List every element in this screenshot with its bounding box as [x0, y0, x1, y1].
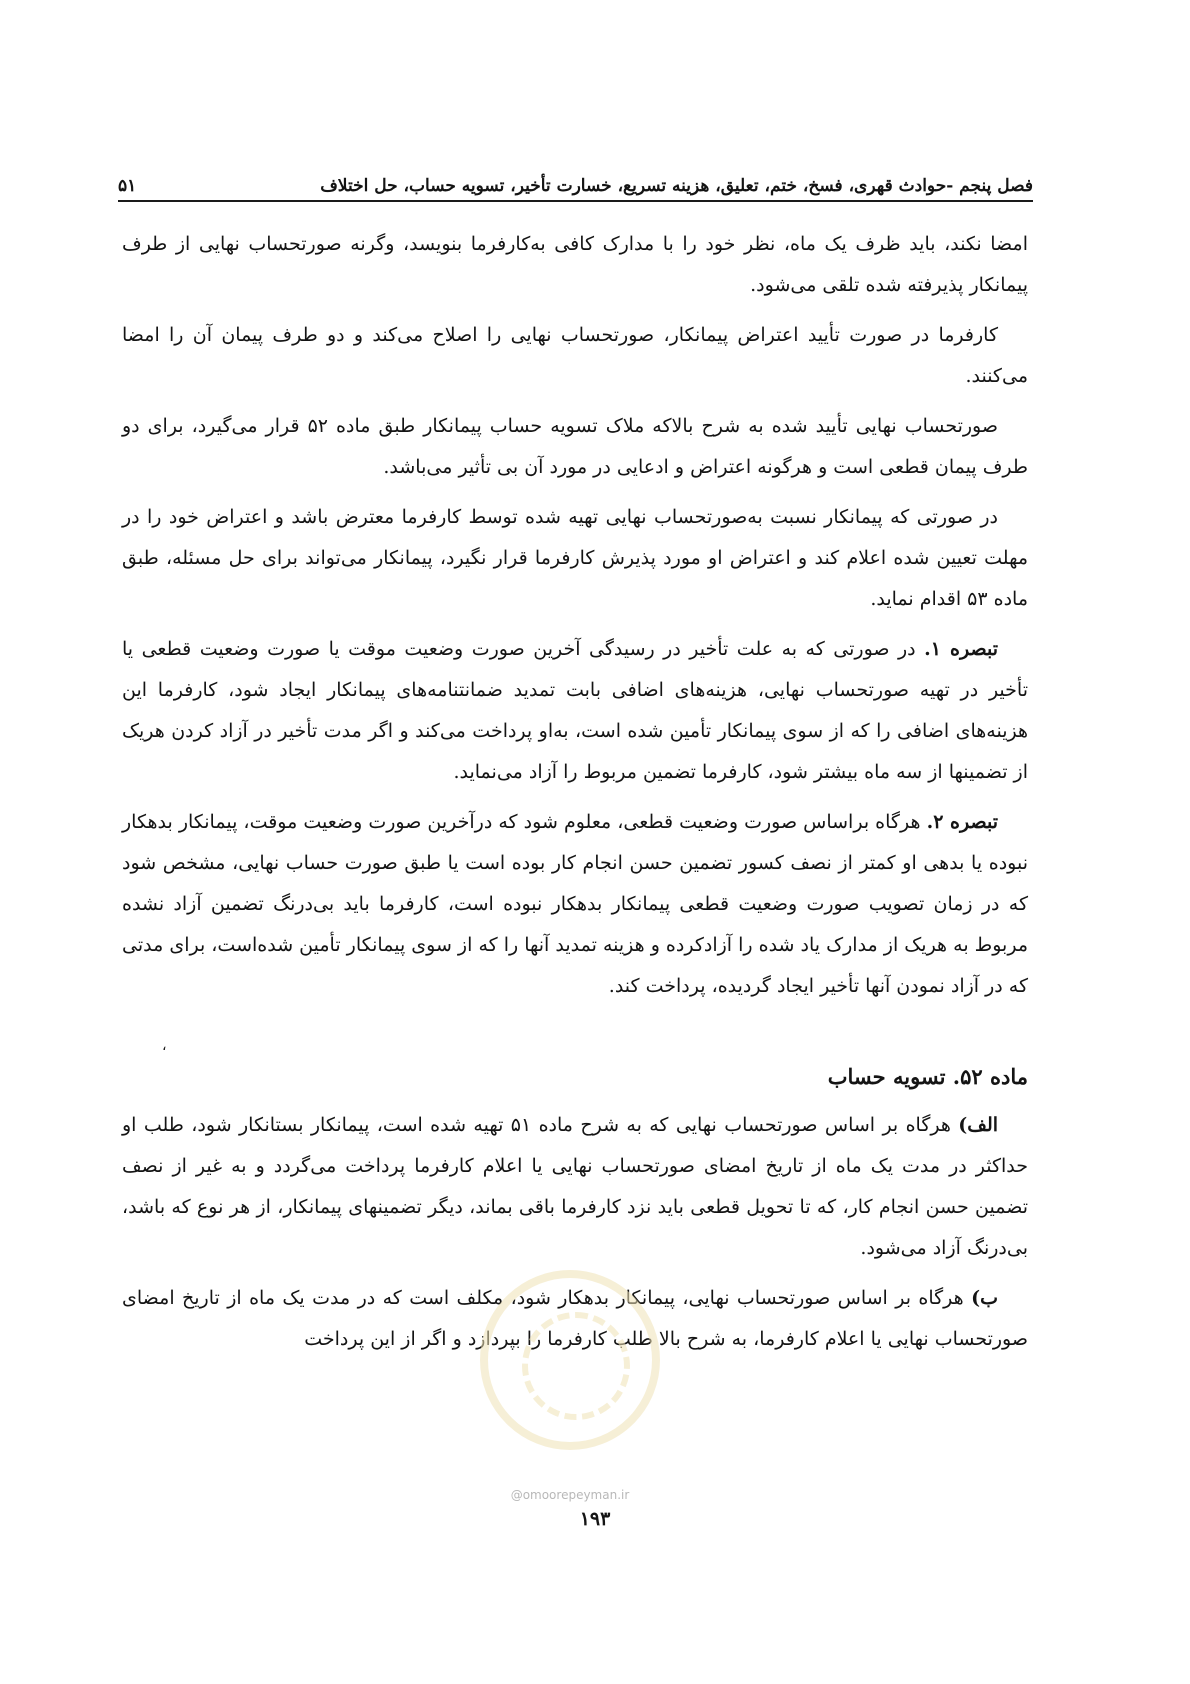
note-2	[122, 802, 1028, 1007]
watermark-text: @omoorepeyman.ir	[510, 1488, 630, 1502]
note-1	[122, 629, 1028, 793]
clause-b-text: هرگاه بر اساس صورتحساب نهایی، پیمانکار بدهکار شود، مکلف است که در مدت یک ماه از تاریخ امضای صورتحساب نهایی یا اعلام کارفرما، به شرح بالا طلب کارفرما را بپردازد و اگر از این پرداخت	[122, 1287, 1028, 1350]
note-2-text: هرگاه براساس صورت وضعیت قطعی، معلوم شود که درآخرین صورت وضعیت موقت، پیمانکار بدهکار نبوده یا بدهی او کمتر از نصف کسور تضمین حسن انجام کار بوده است یا طبق صورت حساب نهایی، مشخص شود که در زمان تصویب صورت وضعیت قطعی پیمانکار بدهکار نبوده است، کارفرما باید بی‌درنگ تضمین آزاد نشده مربوط به هریک از مدارک یاد شده را آزادکرده و هزینه تمدید آنها را که از سوی پیمانکار تأمین شده‌است، برای مدتی که در آزاد نمودن آنها تأخیر ایجاد گردیده، پرداخت کند.	[122, 811, 1028, 997]
stray-mark	[122, 1016, 1028, 1056]
running-header	[118, 160, 1033, 196]
stray-mark-glyph: ،	[162, 1038, 167, 1054]
watermark-logo	[480, 1270, 660, 1450]
page-number: ۱۹۳	[579, 1508, 611, 1530]
paragraph: در صورتی که پیمانکار نسبت به‌صورتحساب نهایی تهیه شده توسط کارفرما معترض باشد و اعتراض خود را در مهلت تعیین شده اعلام کند و اعتراض او مورد پذیرش کارفرما قرار نگیرد، پیمانکار می‌تواند برای حل مسئله، طبق ماده ۵۳ اقدام نماید.	[122, 506, 1028, 610]
header-page-number: ۵۱	[118, 176, 137, 196]
clause-a-label: الف)	[958, 1114, 999, 1136]
paragraph: کارفرما در صورت تأیید اعتراض پیمانکار، صورتحساب نهایی را اصلاح می‌کند و دو طرف پیمان آن را امضا می‌کنند.	[122, 324, 1028, 387]
clause-a-text: هرگاه بر اساس صورتحساب نهایی که به شرح ماده ۵۱ تهیه شده است، پیمانکار بستانکار شود، طلب او حداکثر در مدت یک ماه از تاریخ امضای صورتحساب نهایی یا اعلام کارفرما پرداخت می‌گردد و به غیر از نصف تضمین حسن انجام کار، که تا تحویل قطعی باید نزد کارفرما باقی بماند، دیگر تضمینهای پیمانکار، از هر نوع که باشد، بی‌درنگ آزاد می‌شود.	[122, 1114, 1028, 1259]
header-rule	[118, 200, 1033, 202]
note-1-text: در صورتی که به علت تأخیر در رسیدگی آخرین صورت وضعیت موقت یا صورت وضعیت قطعی یا تأخیر در تهیه صورتحساب نهایی، هزینه‌های اضافی بابت تمدید ضمانتنامه‌های پیمانکار ایجاد شود، کارفرما این هزینه‌های اضافی را که از سوی پیمانکار تأمین شده است، به‌او پرداخت می‌کند و اگر مدت تأخیر در آزاد کردن هریک از تضمینها از سه ماه بیشتر شود، کارفرما تضمین مربوط را آزاد می‌نماید.	[122, 638, 1028, 783]
paragraph: صورتحساب نهایی تأیید شده به شرح بالاکه ملاک تسویه حساب پیمانکار طبق ماده ۵۲ قرار می‌گیرد، برای دو طرف پیمان قطعی است و هرگونه اعتراض و ادعایی در مورد آن بی تأثیر می‌باشد.	[122, 415, 1028, 478]
paragraph: امضا نکند، باید ظرف یک ماه، نظر خود را با مدارک کافی به‌کارفرما بنویسد، وگرنه صورتحساب نهایی از طرف پیمانکار پذیرفته شده تلقی می‌شود.	[122, 233, 1028, 296]
clause-a	[122, 1105, 1028, 1269]
chapter-title: فصل پنجم -حوادث قهری، فسخ، ختم، تعلیق، هزینه تسریع، خسارت تأخیر، تسویه حساب، حل اختلاف	[320, 176, 1033, 196]
section-heading: ماده ۵۲. تسویه حساب	[827, 1064, 1028, 1089]
note-2-label: تبصره ۲.	[926, 811, 998, 833]
body-text	[122, 224, 1028, 1369]
note-1-label: تبصره ۱.	[924, 638, 998, 660]
clause-b-label: ب)	[971, 1287, 998, 1309]
